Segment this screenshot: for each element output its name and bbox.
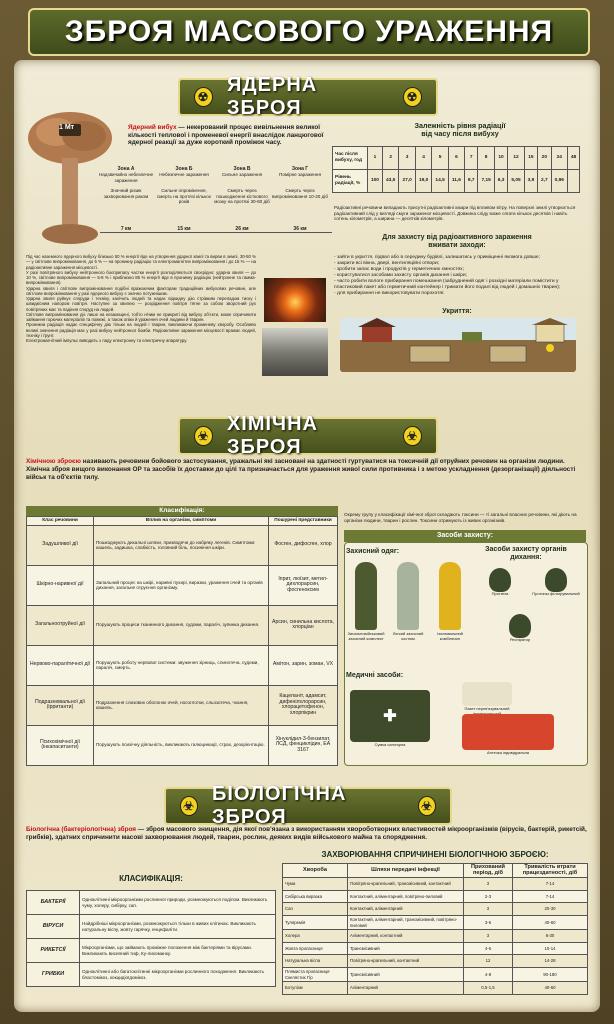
table-row (283, 915, 588, 929)
time-cell: 6 (448, 147, 464, 170)
suit-label: Загальновійськовий захисний комплект (347, 631, 385, 641)
zone-distance: 15 км (177, 226, 191, 232)
disease-cell: 3 (464, 930, 513, 943)
row-label: Рівень радіації, % (333, 170, 368, 193)
skin-protection-title: Захисний одяг: (346, 548, 400, 555)
medical-means-title: Медичні засоби: (346, 672, 404, 679)
chemical-hazard-icon: ☣ (194, 426, 213, 446)
disease-cell: Трансмісивний (348, 942, 464, 955)
disease-cell: 3 (464, 903, 513, 916)
chemical-classification-table (26, 516, 338, 766)
disease-cell: 7-14 (513, 890, 588, 903)
biohazard-icon: ☣ (180, 796, 198, 816)
disease-name: Чума (283, 878, 348, 891)
table-row (283, 903, 588, 916)
zone-column (272, 166, 328, 232)
zone-description: Небезпечне зараження (159, 172, 209, 177)
level-cell: 2,7 (538, 170, 551, 193)
class-name: Шкірно-наривної дії (27, 565, 94, 605)
radiation-level-row (333, 170, 580, 193)
protection-measure-item: - користуватися засобами захисту органів дихання і шкіри; (334, 273, 467, 278)
table-row (27, 963, 276, 987)
table-row (283, 967, 588, 981)
table-row (283, 890, 588, 903)
medical-means (350, 682, 582, 764)
table-row (283, 955, 588, 968)
table-row (27, 565, 338, 605)
bio-class-desc: Одноклітинні мікроорганізми рослинної природи, розмножуються поділом. Викликають чуму, холеру, сибірку, сап. (80, 891, 276, 915)
class-effect: Порушують процеси тканинного дихання, судоми, параліч, зупинка дихання. (94, 605, 269, 645)
time-cell: 4 (415, 147, 431, 170)
class-name: Загальноотруйної дії (27, 605, 94, 645)
column-header: Прихований період, діб (464, 864, 513, 878)
nuclear-section-title (178, 74, 438, 119)
bio-class-name: БАКТЕРІЇ (27, 891, 80, 915)
zone-column (156, 166, 212, 232)
zone-name: Зона Б (175, 166, 193, 172)
disease-cell: 0,5-1,5 (464, 982, 513, 995)
shelter-illustration (340, 318, 576, 372)
disease-cell: Контактний, аліментарний (348, 903, 464, 916)
level-cell: 19,0 (415, 170, 431, 193)
bio-class-title: КЛАСИФІКАЦІЯ: (119, 874, 183, 883)
level-cell: 27,0 (399, 170, 415, 193)
level-cell: 6,3 (494, 170, 507, 193)
chemical-hazard-icon: ☣ (403, 426, 422, 446)
disease-cell: 4-6 (464, 942, 513, 955)
level-cell: 3,9 (524, 170, 537, 193)
nuclear-title-text: ЯДЕРНА ЗБРОЯ (227, 74, 318, 119)
nuclear-definition (128, 124, 324, 147)
table-row (27, 915, 276, 939)
table-header-row (283, 864, 588, 878)
class-examples: Хінуклідил-3-бензилат, ЛСД, фенциклідин, ЕА 3167 (269, 725, 338, 765)
table-row (27, 891, 276, 915)
protective-suit (430, 562, 470, 642)
column-header: Вплив на організм, симптоми (94, 517, 269, 526)
zone-description: Сильне зараження (221, 172, 263, 177)
column-header: Тривалість втрати працездатності, діб (513, 864, 588, 878)
zone-distance: 36 км (293, 226, 307, 232)
disease-cell: 10-14 (513, 942, 588, 955)
respirators (474, 568, 584, 654)
chemical-section-title (178, 413, 438, 458)
zone-distance-scale (100, 232, 332, 233)
respiratory-protection-title: Засоби захисту органів дихання: (485, 546, 567, 562)
medical-item (462, 682, 512, 717)
protective-suit (346, 562, 386, 642)
disease-cell: 40-60 (513, 982, 588, 995)
destruction-photo (262, 328, 328, 376)
protection-measures-list (334, 255, 580, 297)
disease-name: Ботулізм (283, 982, 348, 995)
radiation-hazard-icon: ☢ (403, 87, 422, 107)
protection-measure-item: - для прибирання не використовувати порохотяг. (334, 291, 445, 296)
medical-item (350, 690, 430, 748)
disease-cell: Повітряно-крапельний, трансмісивний, контактний (348, 878, 464, 891)
class-examples: Іприт, люїзит, метил-дихлорарсин, фосгеноксим (269, 565, 338, 605)
disease-cell: Аліментарний, контактний (348, 930, 464, 943)
level-cell: 100 (368, 170, 383, 193)
disease-name: Сибірська виразка (283, 890, 348, 903)
medical-item (462, 714, 554, 756)
suit-label: Ізолювальний комбінезон (437, 631, 463, 641)
shelter-title: Укриття: (442, 308, 472, 315)
table-header-row (27, 517, 338, 526)
biohazard-icon: ☣ (418, 796, 436, 816)
disease-name: Холера (283, 930, 348, 943)
bio-classification-table (26, 890, 276, 987)
bio-class-desc: Найдрібніші мікроорганізми, розмножуються тільки в живих клітинах. Викликають натуральну віспу, жовту гарячку, енцефаліти. (80, 915, 276, 939)
level-cell (568, 170, 580, 193)
disease-cell: Повітряно-крапельний, контактний (348, 955, 464, 968)
column-header: Пошурені представники (269, 517, 338, 526)
class-name: Нервово-паралітичної дії (27, 645, 94, 685)
table-row (27, 685, 338, 725)
bio-definition-term: Біологічна (бактеріологічна) зброя (26, 826, 137, 833)
class-name: Задушливої дії (27, 525, 94, 565)
chemical-definition-term: Хімічною зброєю (26, 458, 82, 465)
zone-column (98, 166, 154, 232)
level-cell: 7,15 (478, 170, 494, 193)
protection-means-title: Засоби захисту: (344, 530, 586, 542)
zone-name: Зона Г (291, 166, 309, 172)
chemical-definition-text: називають речовини бойового застосування, уражальні які засновані на здатності гуртуватися на токсичній дії отруйних речовин на організм людини. Хімічна зброя вищого виконання ОР та засобів їх доставки до цілі та призначається для ураження живої сили противника і з метою ускладнення (дезорганізації) діяльності військ та об'єктів тилу. (26, 458, 576, 481)
disease-name: Сап (283, 903, 348, 916)
disease-cell: Контактний, аліментарний, трансмісивний, повітряно-пиловий (348, 915, 464, 929)
time-cell: 24 (551, 147, 567, 170)
protective-suits (346, 562, 470, 654)
table-row (27, 645, 338, 685)
table-row (283, 982, 588, 995)
level-cell: 11,6 (448, 170, 464, 193)
radiation-level-table (332, 146, 580, 193)
zone-description: Надзвичайно небезпечне зараження (98, 172, 154, 183)
level-cell: 14,5 (432, 170, 448, 193)
class-examples: Амітон, зарин, зоман, VX (269, 645, 338, 685)
disease-name: Туляремія (283, 915, 348, 929)
time-cell: 5 (432, 147, 448, 170)
disease-cell: Аліментарний (348, 982, 464, 995)
gas-mask-icon (545, 568, 567, 592)
level-cell: 9,7 (464, 170, 477, 193)
zone-distance: 26 км (235, 226, 249, 232)
table-row (283, 942, 588, 955)
toxins-note: Окрему групу у класифікації хімічної зброї складають токсини — ті загальні власних речовини, які діють на організм людини, тварин і рослин. Токсини отримують із живих організмів. (344, 512, 577, 523)
disease-cell: 4-8 (464, 967, 513, 981)
level-cell: 5,05 (508, 170, 524, 193)
disease-cell: 12 (464, 955, 513, 968)
gas-mask-icon (509, 614, 531, 638)
row-label: Час після вибуху, год (333, 147, 368, 170)
level-cell: 0,96 (551, 170, 567, 193)
bandage-pack-icon (462, 682, 512, 706)
time-cell: 48 (568, 147, 580, 170)
disease-cell: 3 (464, 878, 513, 891)
zone-distance: 7 км (120, 226, 132, 232)
time-cell: 10 (494, 147, 507, 170)
medical-label: Аптечка індивідуальна (486, 750, 529, 755)
disease-name: Плямиста пропасниця Скелястих Гір (283, 967, 348, 981)
zone-effect: Значний ризик захворювання раком (103, 188, 149, 199)
time-cell: 1 (368, 147, 383, 170)
table-row (27, 939, 276, 963)
table-row (27, 725, 338, 765)
protection-measure-item: - зробити запас води і продуктів у герметичних ємностях; (334, 267, 464, 272)
medical-label: Пакет перев'язувальний (464, 706, 510, 711)
disease-cell: 2-3 (464, 890, 513, 903)
bio-class-desc: Одноклітинні або багатоклітинні мікроорганізми рослинного походження. Викликають бластомікоз, кокцидіоїдомікоз. (80, 963, 276, 987)
time-cell: 12 (508, 147, 524, 170)
level-cell: 43,5 (382, 170, 398, 193)
disease-cell: 20-30 (513, 903, 588, 916)
table-row (27, 525, 338, 565)
class-effect: Порушують психічну діяльність, викликають галюцинації, страх, дезорієнтацію. (94, 725, 269, 765)
time-cell: 8 (478, 147, 494, 170)
table-row (283, 930, 588, 943)
protection-measure-item: - зайти в укриття, підвал або в середину будівлі, залишатись у приміщенні якомога довше; (334, 255, 540, 260)
column-header: Шляхи передачі інфекції (348, 864, 464, 878)
nuclear-explosion-photo (264, 278, 326, 322)
page-title: ЗБРОЯ МАСОВОГО УРАЖЕННЯ (28, 8, 590, 56)
class-name: Подразнювальної дії (ірританти) (27, 685, 94, 725)
class-examples: Арсин, синильна кислота, хлорціан (269, 605, 338, 645)
suit-label: Легкий захисний костюм (392, 631, 424, 641)
zone-description: Помірне зараження (279, 172, 321, 177)
suit-figure (439, 562, 461, 630)
radiation-time-row (333, 147, 580, 170)
nuclear-definition-term: Ядерний вибух (128, 124, 177, 131)
bio-class-name: ВІРУСИ (27, 915, 80, 939)
class-examples: Кацеланіт, адамсит, дифенілхлорарсин, хлорацетофенон, хлорпікрин (269, 685, 338, 725)
disease-table (282, 863, 588, 995)
protection-measure-item: - часто робити вологе прибирання помешкання (забруднений одяг і розхідні матеріали помістити у пластиковий пакет або герметичний контейнер і тримати його подалі від людей і домашніх тварин); (334, 279, 561, 290)
disease-cell: 7-14 (513, 878, 588, 891)
disease-table-title: ЗАХВОРЮВАННЯ СПРИЧИНЕНІ БІОЛОГІЧНОЮ ЗБРОЄЮ: (321, 850, 549, 859)
respirator-item (474, 568, 526, 597)
time-cell: 20 (538, 147, 551, 170)
first-aid-kit-icon (462, 714, 554, 750)
respirator-label: Протигаз фільтрувальний (532, 591, 580, 596)
class-name: Психохімічної дії (інкапаситанти) (27, 725, 94, 765)
contamination-zones (98, 166, 330, 256)
bio-definition (26, 826, 588, 842)
disease-cell: 3-6 (464, 915, 513, 929)
nuclear-definition-text: — некерований процес вивільнення великої кількості теплової і променевої енергії внаслідок ланцюгової ядерної реакції за дуже короткий проміжок часу. (128, 124, 324, 147)
zone-effect: Смерть через пошкодження кісткового мозку на протязі 30-60 діб (214, 188, 270, 205)
nuclear-body-text: Під час наземного ядерного вибуху близько 50 % енергії йде на утворення ударної хвилі та вирви в землі, 30-50 % — у світлове випромінювання, до 5 % — на проникну радіацію та електромагнітне випромінювання і до 15 % — на радіоактивне зараження місцевості. У разі повітряного вибуху нейтронного боєприпасу частки енергії розподіляються своєрідно: ударна хвиля — до 10 %, світлове випромінювання — 5-8 % і приблизно 85 % енергії йде в проникну радіацію (нейтронне та гамма-випромінювання). Ударна хвиля і світлове випромінювання подібні вражаючим факторам традиційних вибухових речовин, але світлове випромінювання у разі ядерного вибуху є значно потужнішим. Ударна хвиля руйнує споруди і техніку, калічить людей та надає відкидну дію стрімким перепадом тиску і швидкісним напором повітря. Наступне за хвилею — розрідження повітря тягне за собою зворотний рух повітряних мас та падіння споруд на людей. Світлове випромінювання діє лише на незахищені, тобто нічим не прикриті від вибуху об'єкти, може спричинити займання горючих матеріалів та пожежі, а також опіки й ураження очей людини й тварин. Проникна радіація надає специфічну дію тільки на людей і тварин, викликаючи променеву хворобу. Особливо великі значення радіація має у разі вибуху нейтронної бомби. Радіоактивне зараження місцевості вражає людей, техніку і ґрунт. Електромагнітний імпульс виводить з ладу електронну та електричну апаратуру. (26, 254, 256, 343)
class-effect: Подразнення слизових оболонок очей, носоглотки, сльозотеча, чхання, кашель. (94, 685, 269, 725)
class-effect: Запальний процес на шкірі, наривні пухирі, виразки, ураження очей та органів дихання, загальне отруєння організму. (94, 565, 269, 605)
column-header: Клас речовини (27, 517, 94, 526)
radiation-note: Радіоактивні речовини випадають присутні радіоактивні хмари під впливом вітру. На поверхні землі утворюється радіоактивний слід у вигляді смуги зараженої місцевості. Довжина сліду може сягати кількох десятків і навіть сотень кілометрів, а ширина — десятків кілометрів. (334, 205, 576, 222)
disease-cell: 40-60 (513, 915, 588, 929)
disease-cell: Контактний, аліментарний, повітряно-пиловий (348, 890, 464, 903)
time-cell: 7 (464, 147, 477, 170)
class-effect: Пошкоджують дихальні шляхи, призводячи до набряку легенів. Симптоми: кашель, задишка, слабкість, головний біль, посиніння шкіри. (94, 525, 269, 565)
zone-effect: Смерть через випромінювання 10-20 діб (272, 188, 328, 199)
disease-cell: 90-180 (513, 967, 588, 981)
time-cell: 2 (382, 147, 398, 170)
gas-mask-icon (489, 568, 511, 592)
bio-section-title (164, 783, 452, 828)
bio-definition-text: — зброя масового знищення, дія якої пов'язана з використанням хвороботворних властивостей мікроорганізмів (вірусів, бактерій, рикетсій, грибків), здатних спричинити масові захворювання людей, тварин, рослин, деяких видів військового майна та спорядження. (26, 826, 587, 841)
suit-figure (397, 562, 419, 630)
protective-suit (388, 562, 428, 642)
bio-class-name: РИКЕТСІЇ (27, 939, 80, 963)
zone-name: Зона В (233, 166, 251, 172)
disease-cell: 6-30 (513, 930, 588, 943)
zone-name: Зона А (117, 166, 135, 172)
time-cell: 3 (399, 147, 415, 170)
disease-name: Натуральна віспа (283, 955, 348, 968)
time-cell: 15 (524, 147, 537, 170)
mushroom-label: 1 Мт (59, 124, 75, 131)
chemical-class-title: Класифікація: (26, 506, 338, 516)
medical-label: Сумка санітарна (374, 742, 406, 747)
respirator-label: Респіратор (509, 637, 531, 642)
protection-measures-title: Для захисту від радіоактивного зараження вживати заходи: (382, 234, 532, 250)
radiation-table-title: Залежність рівня радіації від часу після вибуху (414, 121, 506, 139)
suit-figure (355, 562, 377, 630)
disease-cell: 14-28 (513, 955, 588, 968)
bio-class-name: ГРИБКИ (27, 963, 80, 987)
table-row (283, 878, 588, 891)
disease-cell: Трансмісивний (348, 967, 464, 981)
first-aid-bag-icon: ✚ (350, 690, 430, 742)
chemical-definition (26, 458, 588, 481)
respirator-item (494, 614, 546, 643)
protection-measure-item: - закрити всі вікна, двері, вентиляційні отвори; (334, 261, 440, 266)
class-examples: Фосген, дифосген, хлор (269, 525, 338, 565)
respirator-label: Протигаз (491, 591, 509, 596)
class-effect: Порушують роботу нервової системи: звуження зірниць, слинотеча, судоми, параліч, смерть. (94, 645, 269, 685)
zone-effect: Сильне опромінення, смерть на протязі кількох років (156, 188, 212, 205)
respirator-item (530, 568, 582, 597)
bio-class-desc: Мікроорганізми, що займають проміжне положення між бактеріями та вірусами. Викликають висипний тиф, Ку-лихоманку. (80, 939, 276, 963)
bio-title-text: БІОЛОГІЧНА ЗБРОЯ (212, 783, 347, 828)
radiation-hazard-icon: ☢ (194, 87, 213, 107)
table-row (27, 605, 338, 645)
column-header: Хвороба (283, 864, 348, 878)
chemical-title-text: ХІМІЧНА ЗБРОЯ (226, 413, 318, 458)
zone-column (214, 166, 270, 232)
disease-name: Жовта пропасниця (283, 942, 348, 955)
